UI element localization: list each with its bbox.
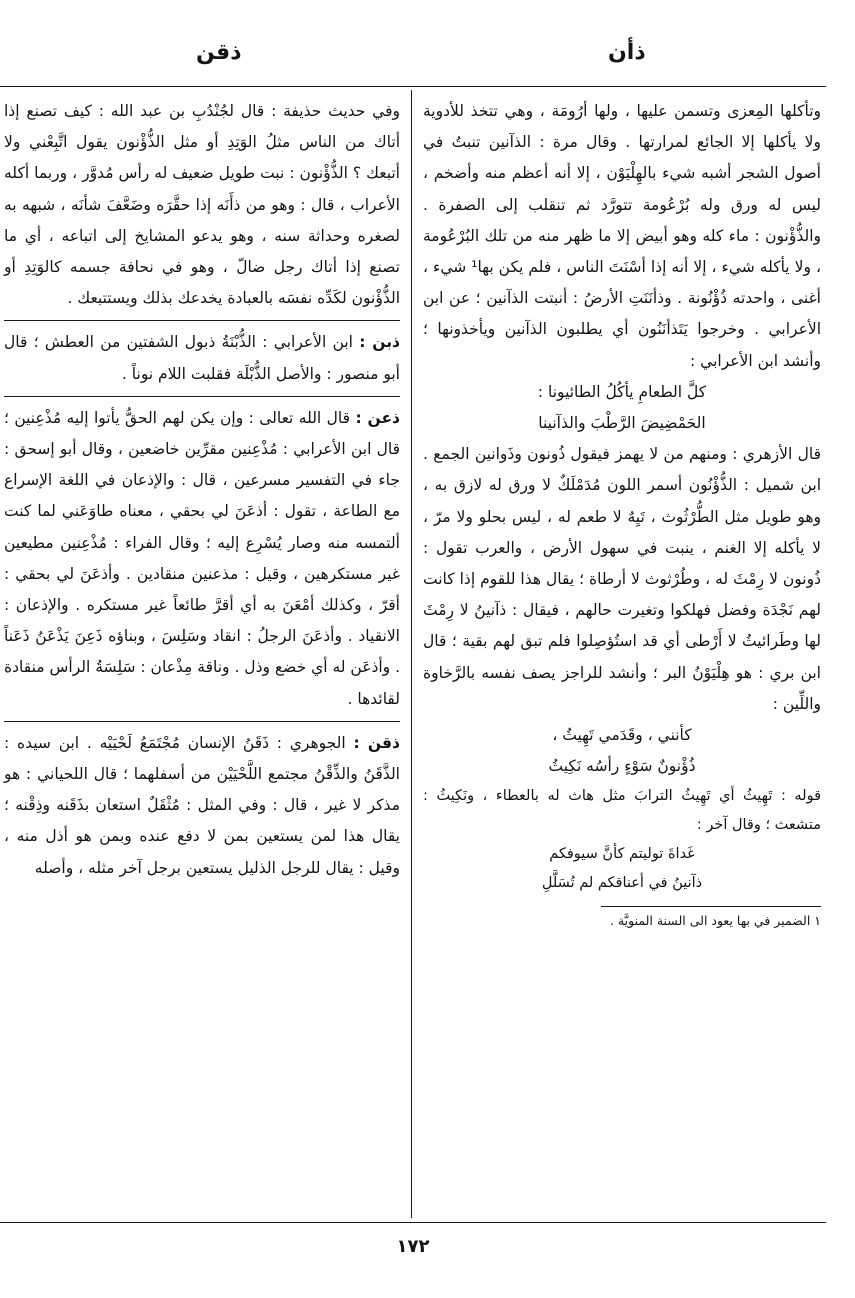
entry-separator — [4, 320, 400, 321]
entry-dhqn — [4, 728, 400, 884]
entry-headword-dhbn: ذبن : — [359, 333, 400, 352]
header-rule — [0, 86, 826, 87]
page-header-right-word: ذأن — [608, 40, 646, 65]
right-paragraph-1: وتأكلها المِعزى وتسمن عليها ، ولها أرُومَة ، وهي تتخذ للأدوية ولا يأكلها إلا الجائع لمرارتها . وقال مرة : الذآنين تنبتُ في أصول الشجر أشبه شيء بالهِلْيَوْن ، إلا أنه أعظم منه وأضخم ، ليس له ورق وله بُرْعُومة تتورَّد ثم تنقلب إلى الصفرة . والذُّؤْنون : ماء كله وهو أبيض إلا ما ظهر منه من تلك البُرْعُومة ، ولا يأكله شيء ، إلا أنه إذا أسْنَتَ الناس ، فلم يكن بها¹ شيء ، أغنى ، واحدته ذُؤْنُونة . وذأنَنَتِ الأرضُ : أنبتت الذآنين ؛ عن ابن الأعرابي . وخرجوا يَتَذأنَنُون أي يطلبون الذآنين ويأخذونها ؛ وأنشد ابن الأعرابي : — [423, 102, 821, 370]
verse-1-line-2: الحَمْضِيضَ الرَّطْبَ والذآنينا — [538, 414, 706, 433]
entry-text-dhqn: الجوهري : ذَقَنُ الإنسان مُجْتَمَعُ لَحْيَيْه . ابن سيده : الذَّقَنُ والذِّقْنُ مجتمع اللَّحْيَيْن من أسفلهما ؛ قال اللحياني : هو مذكر لا غير ، قال : وفي المثل : مُثْقَلٌ استعان بذَقَنه وذِقْنه ؛ يقال هذا لمن يستعين بمن لا دفع عنده وبمن هو أذل منه ، وقيل : يقال للرجل الذليل يستعين برجل آخر مثله ، وأصله — [4, 733, 400, 877]
entry-separator — [4, 721, 400, 722]
page-header-left-word: ذقن — [196, 40, 242, 65]
verse-2-line-2: ذُؤْنونٌ سَوْءٍ رأسُه نَكِيثُ — [548, 757, 696, 776]
verse-3-line-1: غَداةَ توليتم كأنَّ سيوفكم — [549, 846, 695, 863]
verse-block-3 — [423, 840, 821, 898]
entry-continuation — [4, 96, 400, 314]
verse-1-line-1: كلَّ الطعامِ يأكُلُ الطائيونا : — [537, 382, 707, 401]
left-paragraph-1: وفي حديث حذيفة : قال لجُنْدُبِ بن عبد الله : كيف تصنع إذا أتاك من الناس مثلُ الوَتِدِ أو مثل الذُّؤْنون يقول اتَّبِعْني ولا أتبعك ؟ الذُّؤْنون : نبت طويل ضعيف له رأس مُدوَّر ، وربما أكله الأعراب ، قال : وهو من ذأَنَه إذا حقَّرَه وضَعَّفَ شأنَه ، شبهه به لصغره وحداثة سنه ، وهو يدعو المشايخ إلى اتباعه ، أي ما تصنع إذا أتاك رجل ضالّ ، وهو في نحافة جسمه كالوَتِدِ أو الذُّؤْنون لكَدِّه نفسَه بالعبادة يخدعك بذلك ويستتبعك . — [4, 102, 400, 308]
footnote-rule — [601, 906, 821, 907]
entry-text-dhn: قال الله تعالى : وإن يكن لهم الحقُّ يأتوا إليه مُذْعِنين ؛ قال ابن الأعرابي : مُذْعِنين مقرِّين خاضعين ، وقال أبو إسحق : جاء في التفسير مسرعين ، قال : والإذعان في اللغة الإسراع مع الطاعة ، تقول : أذعَنَ لي بحقي ، معناه طاوَعَني لما كنت ألتمسه منه وصار يُسْرِع إليه ؛ وقال الفراء : مُذْعِنين مطيعين غير مستكرهين ، وقيل : مذعنين منقادين . وأذعَنَ لي بحقي : أقرّ ، وكذلك أمْعَنَ به أي أقرَّ طائعاً غير مستكره . والإذعان : الانقياد . وأذعَنَ الرجلُ : انقاد وسَلِسَ ، وبناؤه ذَعِنَ يَذْعَنُ ذَعَناً . وأذعَن له أي خضع وذل . وناقة مِذْعان : سَلِسَةُ الرأس منقادة لقائدها . — [4, 408, 400, 708]
verse-block-1 — [423, 377, 821, 439]
right-paragraph-3: قوله : تَهِيثُ أي تَهِيثُ الترابَ مثل هاث له بالعطاء ، ونَكِيثُ : متشعث ؛ وقال آخر : — [423, 788, 821, 834]
page-number: ١٧٢ — [396, 1236, 430, 1257]
entry-separator — [4, 396, 400, 397]
verse-2-line-1: كأنني ، وقَدَمي تَهِيثُ ، — [552, 726, 692, 745]
left-column — [4, 96, 400, 890]
footer-rule — [0, 1222, 826, 1223]
entry-headword-dhqn: ذقن : — [353, 733, 400, 752]
entry-dhn — [4, 403, 400, 715]
footnote: ١ الضمير في بها يعود الى السنة المنويَّة . — [610, 913, 821, 929]
verse-3-line-2: ذآنينُ في أعناقكم لم تُسَلَّلِ — [541, 875, 703, 892]
verse-block-2 — [423, 720, 821, 782]
column-divider — [411, 90, 412, 1218]
right-column — [423, 96, 821, 931]
entry-text-dhbn: ابن الأعرابي : الذُّبْنَةُ ذبول الشفتين من العطش ؛ قال أبو منصور : والأصل الذُّبْلَة فقلبت اللام نوناً . — [4, 333, 400, 383]
right-paragraph-2: قال الأزهري : ومنهم من لا يهمز فيقول ذُونون وذَوانين الجمع . ابن شميل : الذُّؤْنُون أسمر اللون مُدَمْلَكٌ لا ورق له لازق به ، وهو طويل مثل الطُّرْثُوث ، تَيِهٌ لا طعم له ، ليس بحلو ولا مرّ ، لا يأكله إلا الغنم ، ينبت في سهول الأرض ، والعرب تقول : ذُونون لا رِمْثَ له ، وطُرْثوث لا أرطاة ؛ يقال هذا للقوم إذا كانت لهم نَجْدَة وفضل فهلكوا وتغيرت حالهم ، فيقال : ذآنينُ لا رِمْثَ لها وطَرائيثُ لا أَرْطى أي قد استُؤصِلوا فلم تبق لهم بقية ؛ قال ابن بري : هو هِلْيَوْنُ البر ؛ وأنشد للراجز يصف نفسه بالرَّخاوة واللِّين : — [423, 445, 821, 713]
entry-headword-dhn: ذعن : — [355, 408, 400, 427]
entry-dhbn — [4, 327, 400, 389]
